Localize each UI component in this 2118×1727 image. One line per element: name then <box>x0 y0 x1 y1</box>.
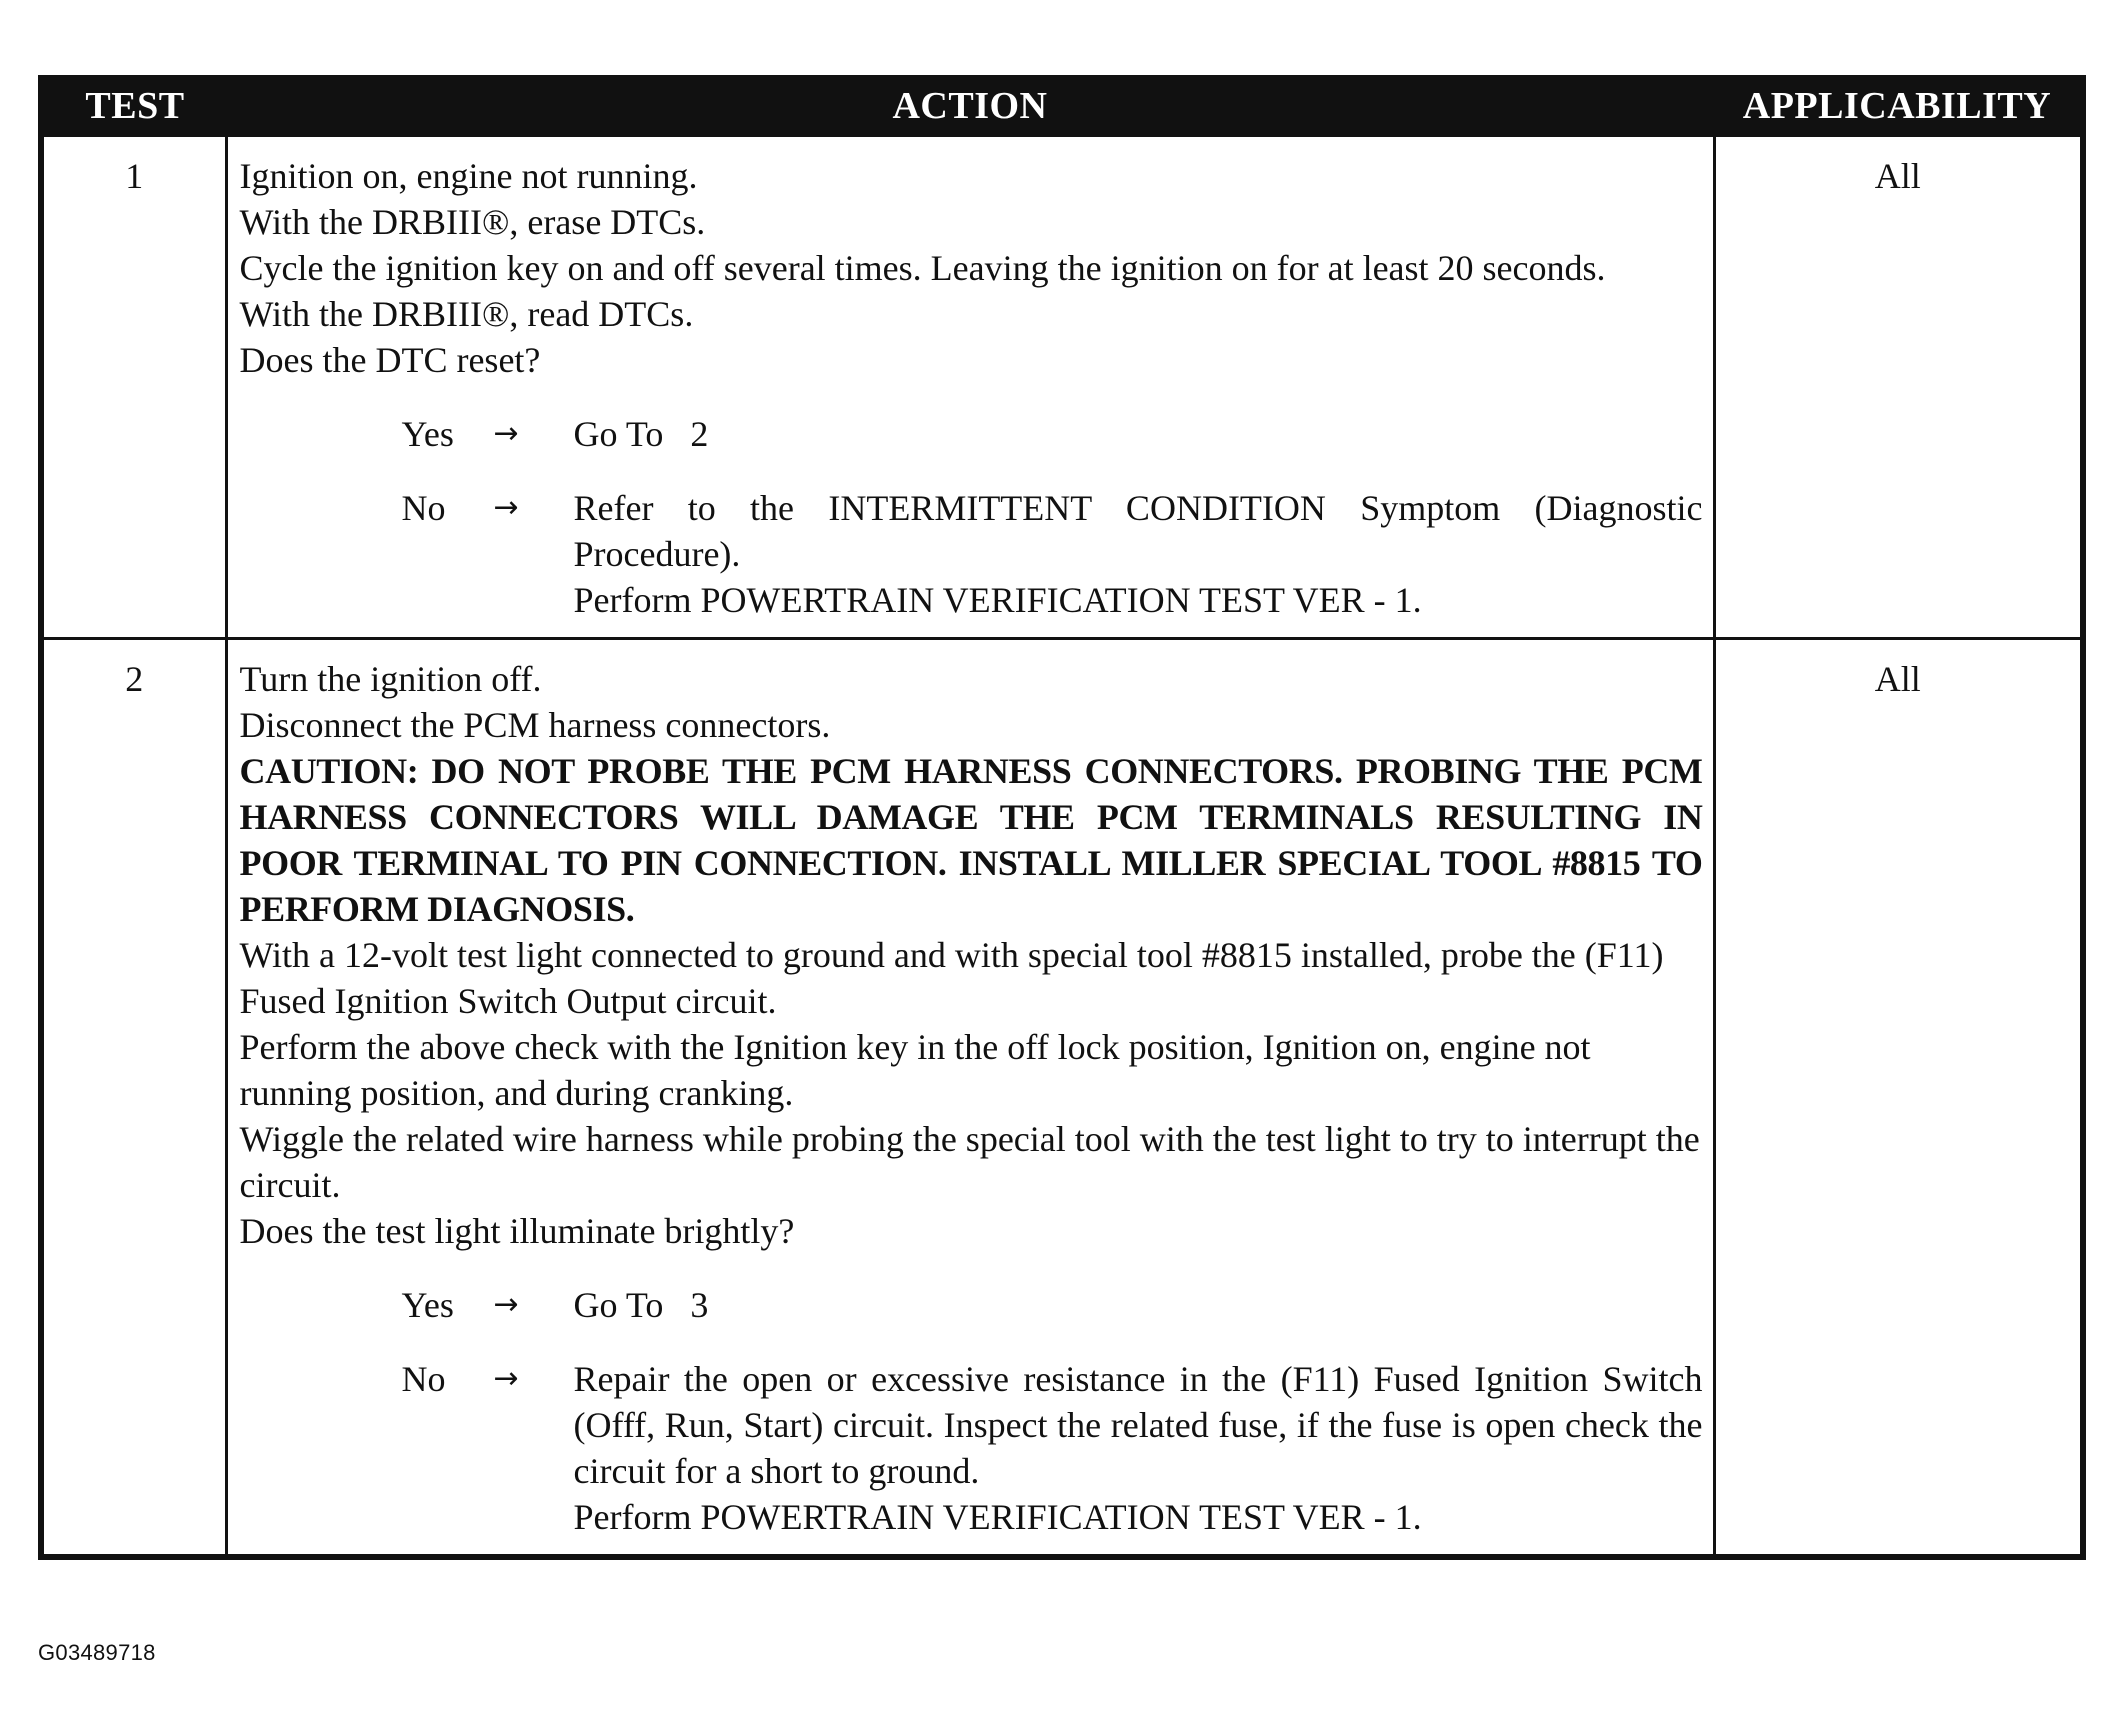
yes-result: Go To 2 <box>573 414 709 454</box>
applicability-value: All <box>1714 137 2080 639</box>
test-number: 1 <box>44 137 226 639</box>
action-step: With the DRBIII®, erase DTCs. <box>239 202 706 242</box>
action-cell <box>226 137 1714 639</box>
test-number: 2 <box>44 639 226 1555</box>
action-cell <box>226 639 1714 1555</box>
table-row-test-1 <box>44 137 2080 639</box>
arrow-right-icon: → <box>493 1287 519 1322</box>
diagnostic-table-frame <box>38 75 2086 1560</box>
arrow-right-icon: → <box>493 490 519 525</box>
arrow-right-icon: → <box>493 1361 519 1396</box>
no-label: No <box>401 1359 446 1399</box>
action-step: Perform the above check with the Ignition key in the off lock position, Ignition on, engine not running position, and during cranking. <box>239 1027 1591 1113</box>
header-action: ACTION <box>226 75 1714 137</box>
action-step: Ignition on, engine not running. <box>239 156 698 196</box>
no-result-line: Perform POWERTRAIN VERIFICATION TEST VER - 1. <box>573 1497 1422 1537</box>
no-result-line: Refer to the INTERMITTENT CONDITION Symptom (Diagnostic Procedure). <box>573 488 1703 574</box>
yes-branch <box>402 411 1703 457</box>
caution-text: CAUTION: DO NOT PROBE THE PCM HARNESS CONNECTORS. PROBING THE PCM HARNESS CONNECTORS WILL DAMAGE THE PCM TERMINALS RESULTING IN POOR TERMINAL TO PIN CONNECTION. INSTALL MILLER SPECIAL TOOL #8815 TO PERFORM DIAGNOSIS. <box>239 751 1703 929</box>
no-label: No <box>401 488 446 528</box>
header-test: TEST <box>44 75 226 137</box>
yes-result: Go To 3 <box>573 1285 709 1325</box>
no-branch <box>402 1356 1703 1540</box>
table-header-row <box>44 75 2080 137</box>
no-result-line: Perform POWERTRAIN VERIFICATION TEST VER - 1. <box>573 580 1422 620</box>
action-step: Disconnect the PCM harness connectors. <box>239 705 831 745</box>
action-step: Turn the ignition off. <box>239 659 542 699</box>
figure-id: G03489718 <box>38 1640 156 1665</box>
no-result <box>574 485 1703 623</box>
yes-label: Yes <box>401 414 454 454</box>
arrow-right-icon: → <box>493 416 519 451</box>
action-step: Cycle the ignition key on and off several times. Leaving the ignition on for at least 20 seconds. <box>239 248 1606 288</box>
no-result-line: Repair the open or excessive resistance in the (F11) Fused Ignition Switch (Offf, Run, Start) circuit. Inspect the related fuse, if the fuse is open check the circuit for a short to ground. <box>573 1359 1703 1491</box>
applicability-value: All <box>1874 659 1921 699</box>
table-row-test-2 <box>44 639 2080 1555</box>
yes-branch <box>402 1282 1703 1328</box>
action-step: Wiggle the related wire harness while probing the special tool with the test light to try to interrupt the circuit. <box>239 1119 1700 1205</box>
action-step: With a 12-volt test light connected to ground and with special tool #8815 installed, probe the (F11) Fused Ignition Switch Output circuit. <box>239 935 1664 1021</box>
yes-label: Yes <box>401 1285 454 1325</box>
header-applicability: APPLICABILITY <box>1714 75 2080 137</box>
diagnostic-table <box>44 75 2080 1554</box>
no-result <box>574 1356 1703 1540</box>
no-branch <box>402 485 1703 623</box>
action-question: Does the DTC reset? <box>239 340 541 380</box>
action-step: With the DRBIII®, read DTCs. <box>239 294 694 334</box>
action-question: Does the test light illuminate brightly? <box>239 1211 795 1251</box>
